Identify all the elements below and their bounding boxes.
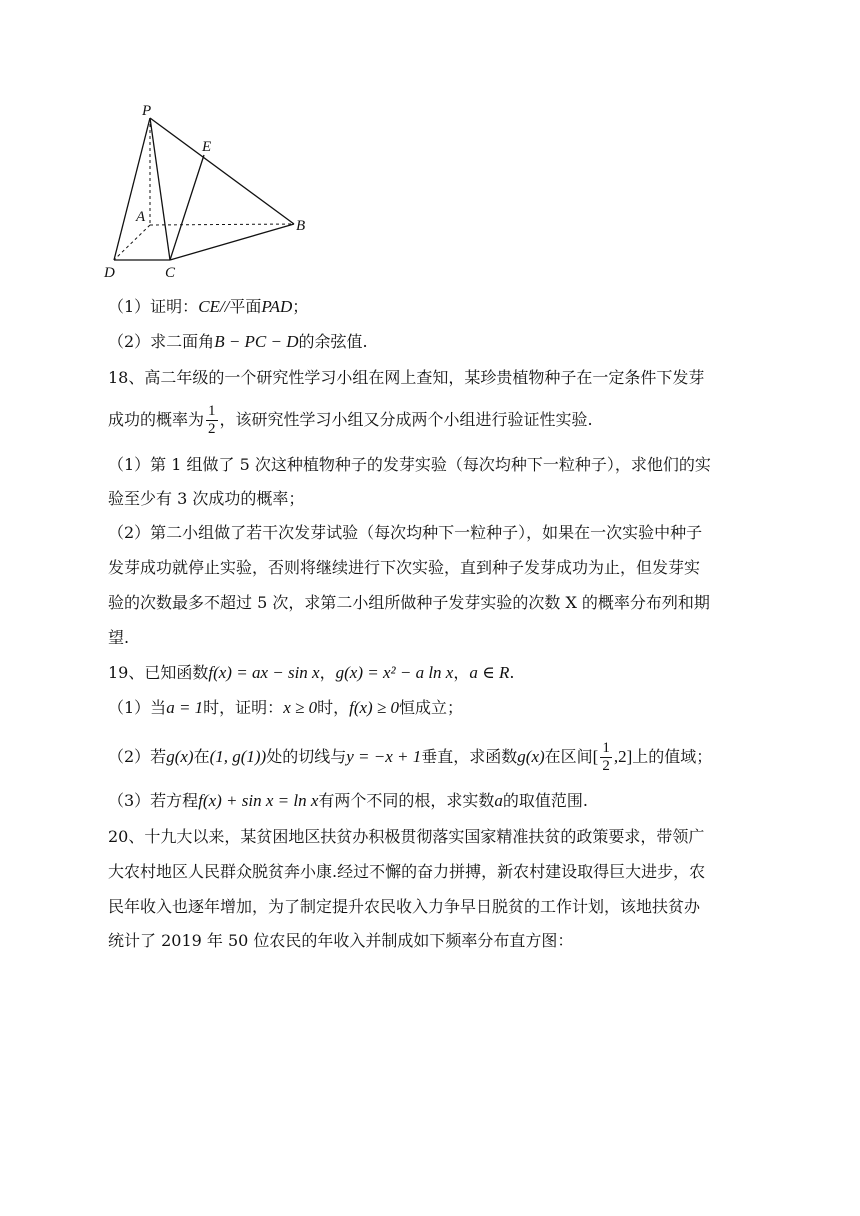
edge-PB bbox=[150, 118, 294, 224]
q18-line2-prefix: 成功的概率为 bbox=[108, 410, 205, 429]
q19-p1-mid2: 时， bbox=[317, 698, 350, 717]
q17-part1-end: ； bbox=[292, 297, 309, 316]
q18-part1-line1: （1）第 1 组做了 5 次这种植物种子的发芽实验（每次均种下一粒种子），求他们的实 bbox=[108, 455, 711, 474]
q19-p2-fraction bbox=[600, 740, 612, 775]
pyramid-figure bbox=[100, 100, 320, 290]
q19-p3-end: 的取值范围. bbox=[502, 791, 588, 810]
label-E: E bbox=[202, 139, 212, 155]
q18-part2-line3: 验的次数最多不超过 5 次，求第二小组所做种子发芽实验的次数 X 的概率分布列和期 bbox=[108, 593, 710, 612]
q19-sep2: ， bbox=[453, 663, 470, 682]
q19-p1-prefix: （1）当 bbox=[108, 698, 167, 717]
q19-p1-mid1: 时，证明： bbox=[203, 698, 284, 717]
edge-CE bbox=[170, 155, 204, 260]
q19-p3-mid: 有两个不同的根，求实数 bbox=[318, 791, 495, 810]
q19-part1 bbox=[108, 698, 463, 718]
q19-intro bbox=[108, 663, 514, 683]
q19-p2-t2: 处的切线与 bbox=[266, 747, 347, 766]
q19-p1-f: f(x) ≥ 0 bbox=[349, 698, 400, 717]
q17-part2-math: B − PC − D bbox=[214, 332, 299, 351]
q20-line1: 20、十九大以来，某贫困地区扶贫办积极贯彻落实国家精准扶贫的政策要求，带领广 bbox=[108, 827, 705, 846]
q19-p2-t4: 在区间 bbox=[544, 747, 593, 766]
label-D: D bbox=[104, 265, 115, 281]
q20-line4: 统计了 2019 年 50 位农民的年收入并制成如下频率分布直方图： bbox=[108, 931, 574, 950]
q19-p2-point: (1, g(1)) bbox=[209, 747, 267, 766]
q20-line3: 民年收入也逐年增加，为了制定提升农民收入力争早日脱贫的工作计划，该地扶贫办 bbox=[108, 897, 701, 916]
q19-p2-t3: 垂直，求函数 bbox=[421, 747, 518, 766]
q19-p1-end: 恒成立； bbox=[399, 698, 464, 717]
q17-part1-mid: 平面 bbox=[229, 297, 262, 316]
q18-frac-den: 2 bbox=[208, 421, 216, 437]
q19-p3-a: a bbox=[494, 791, 503, 810]
q19-p2-frac-den: 2 bbox=[602, 758, 610, 774]
q19-p2-interval-open: [ bbox=[592, 747, 599, 766]
q20-line2: 大农村地区人民群众脱贫奔小康.经过不懈的奋力拼搏，新农村建设取得巨大进步，农 bbox=[108, 862, 706, 881]
edge-PC bbox=[150, 118, 170, 260]
label-C: C bbox=[165, 265, 176, 281]
q17-part2-end: 的余弦值. bbox=[298, 332, 368, 351]
q18-line2-suffix: ，该研究性学习小组又分成两个小组进行验证性实验. bbox=[219, 410, 593, 429]
q19-p2-line: y = −x + 1 bbox=[346, 747, 422, 766]
q19-g-def: g(x) = x² − a ln x bbox=[335, 663, 454, 682]
q19-intro-end: . bbox=[509, 663, 515, 682]
q17-part1-prefix: （1）证明： bbox=[108, 297, 199, 316]
q19-p3-prefix: （3）若方程 bbox=[108, 791, 199, 810]
q19-part3 bbox=[108, 791, 588, 811]
q18-part1-line2: 验至少有 3 次成功的概率； bbox=[108, 489, 305, 508]
q18-line1: 18、高二年级的一个研究性学习小组在网上查知，某珍贵植物种子在一定条件下发芽 bbox=[108, 368, 705, 387]
q18-part2-line4: 望. bbox=[108, 628, 130, 647]
q19-p1-x: x ≥ 0 bbox=[283, 698, 318, 717]
q19-a-cond: a ∈ R bbox=[469, 663, 510, 682]
q19-part2 bbox=[108, 740, 712, 775]
edge-AD-hidden bbox=[114, 225, 150, 260]
q19-p3-eq: f(x) + sin x = ln x bbox=[198, 791, 319, 810]
q19-intro-prefix: 19、已知函数 bbox=[108, 663, 209, 682]
edge-PD bbox=[114, 118, 150, 260]
q17-part1 bbox=[108, 297, 308, 317]
q19-p2-frac-num: 1 bbox=[602, 740, 610, 756]
label-P: P bbox=[142, 103, 152, 119]
q19-p1-a: a = 1 bbox=[166, 698, 204, 717]
q18-frac-num: 1 bbox=[208, 403, 216, 419]
label-B: B bbox=[296, 218, 306, 234]
q19-p2-end: 上的值域； bbox=[632, 747, 713, 766]
q18-part2-line2: 发芽成功就停止实验，否则将继续进行下次实验，直到种子发芽成功为止，但发芽实 bbox=[108, 558, 701, 577]
q17-part1-plane: PAD bbox=[261, 297, 293, 316]
q19-p2-prefix: （2）若 bbox=[108, 747, 167, 766]
q17-part1-math: CE// bbox=[198, 297, 230, 316]
q19-p2-g: g(x) bbox=[166, 747, 194, 766]
q19-f-def: f(x) = ax − sin x bbox=[208, 663, 320, 682]
q18-line2 bbox=[108, 403, 593, 438]
q18-part2-line1: （2）第二小组做了若干次发芽试验（每次均种下一粒种子），如果在一次实验中种子 bbox=[108, 523, 703, 542]
q19-p2-t1: 在 bbox=[193, 747, 210, 766]
q18-fraction bbox=[206, 403, 218, 438]
edge-CB bbox=[170, 224, 294, 260]
q19-p2-g2: g(x) bbox=[517, 747, 545, 766]
q17-part2 bbox=[108, 332, 368, 352]
q19-sep1: ， bbox=[319, 663, 336, 682]
edge-AB-hidden bbox=[150, 224, 294, 225]
label-A: A bbox=[136, 209, 146, 225]
q17-part2-prefix: （2）求二面角 bbox=[108, 332, 215, 351]
q19-p2-interval-close: ,2] bbox=[613, 747, 633, 766]
